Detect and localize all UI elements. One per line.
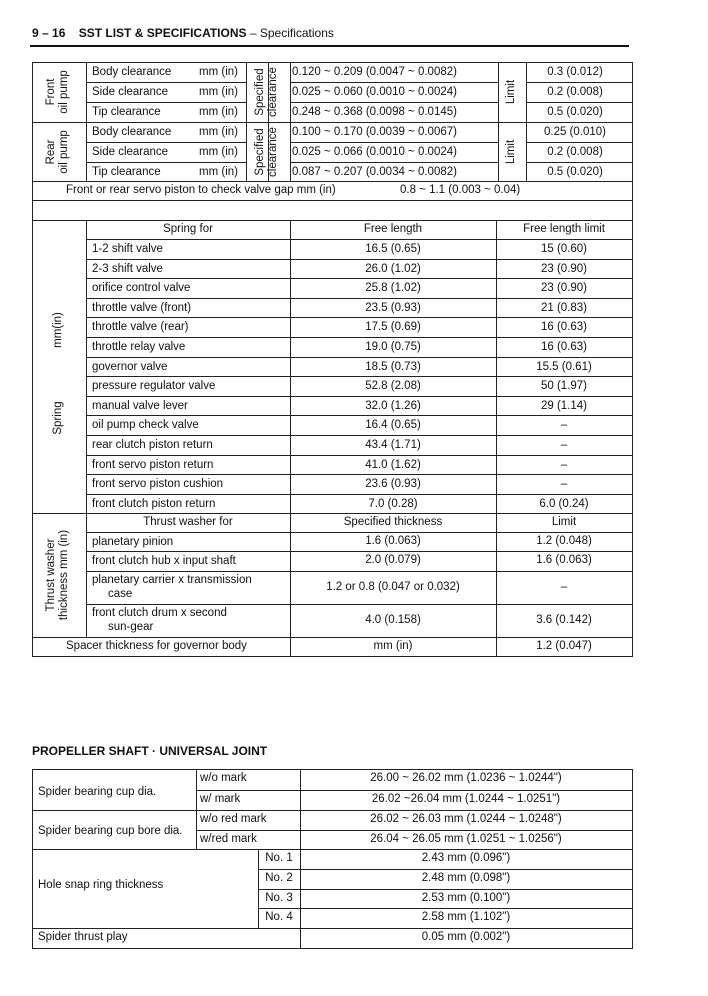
thrust-row-name-cont: sun-gear [108, 621, 154, 633]
spring-row-name: front servo piston return [92, 458, 214, 471]
pump-vline [86, 62, 87, 181]
header-rule [30, 45, 629, 47]
spring-header: Free length limit [523, 223, 605, 235]
spring-row-length: 17.5 (0.69) [365, 321, 421, 334]
spring-row-name: oil pump check valve [92, 419, 199, 432]
pump-unit: mm (in) [199, 66, 238, 78]
prop-thrust-play-label: Spider thrust play [38, 931, 128, 943]
prop-border-top [32, 769, 632, 770]
spring-row-limit: 50 (1.97) [540, 380, 588, 393]
spacer-label: Spacer thickness for governor body [66, 640, 247, 652]
pump-vline [290, 62, 291, 181]
pump-row-line [290, 142, 498, 143]
prop-sub-label: w/ mark [200, 793, 241, 805]
spring-row-length: 18.5 (0.73) [365, 360, 421, 373]
pump-spec: 0.087 ~ 0.207 (0.0034 ~ 0.0082) [292, 166, 457, 178]
spring-row-length: 25.8 (1.02) [365, 282, 421, 295]
thrust-row-line [86, 551, 632, 552]
thrust-row-thickness: 1.2 or 0.8 (0.047 or 0.032) [326, 580, 460, 593]
spring-row-line [86, 259, 632, 260]
spring-side-label: Spring [52, 401, 64, 435]
spring-row-line [86, 415, 632, 416]
prop-value: 2.48 mm (0.098") [421, 872, 511, 884]
thrust-row-name-cont: case [108, 588, 133, 600]
pump-row-line [86, 82, 246, 83]
rear-oil-pump-label: Rear oil pump [45, 130, 71, 174]
pump-vline [498, 62, 499, 181]
pump-limit: 0.2 (0.008) [547, 86, 603, 98]
pump-spec: 0.025 ~ 0.066 (0.0010 ~ 0.0024) [292, 146, 457, 158]
prop-vline [196, 769, 197, 849]
pump-row-line [526, 142, 632, 143]
pump-unit: mm (in) [199, 126, 238, 138]
table-border-right [632, 62, 633, 657]
spring-row-limit: 6.0 (0.24) [539, 497, 589, 510]
pump-row-line [526, 102, 632, 103]
prop-border-right [632, 769, 633, 948]
pump-row-line [86, 102, 246, 103]
pump-item: Side clearance [92, 86, 169, 98]
prop-line [32, 810, 632, 811]
spring-row-length: 43.4 (1.71) [365, 439, 421, 451]
prop-vline [300, 769, 301, 948]
page-header [32, 26, 334, 40]
spring-row-length: 41.0 (1.62) [365, 458, 421, 471]
thrust-row-line [86, 604, 632, 605]
prop-cup-bore-label: Spider bearing cup bore dia. [38, 825, 183, 837]
section-title: SST LIST & SPECIFICATIONS [78, 26, 247, 40]
spring-row-line [86, 435, 632, 436]
servo-row-value: 0.8 ~ 1.1 (0.003 ~ 0.04) [400, 184, 521, 196]
limit-label: Limit [505, 139, 517, 165]
spring-row-name: front clutch piston return [92, 497, 216, 510]
pump-unit: mm (in) [199, 86, 238, 98]
prop-snap-ring-no: No. 4 [265, 911, 293, 923]
spring-row-limit: 15.5 (0.61) [536, 360, 592, 373]
thrust-vline [86, 513, 87, 637]
spring-row-line [86, 474, 632, 475]
prop-line [196, 830, 632, 831]
pump-spec: 0.120 ~ 0.209 (0.0047 ~ 0.0082) [292, 66, 457, 78]
gap-line [32, 220, 632, 221]
spring-header: Free length [363, 223, 423, 235]
page-number: 9 – 16 [32, 26, 66, 40]
propeller-section-title: PROPELLER SHAFT · UNIVERSAL JOINT [32, 744, 268, 758]
thrust-side-label: Thrust washer thickness mm (in) [45, 529, 71, 621]
pump-row-line [290, 102, 498, 103]
prop-line [196, 790, 632, 791]
prop-sub-label: w/o red mark [200, 813, 267, 825]
table-border-bottom [32, 656, 633, 657]
prop-line [258, 908, 632, 909]
spring-header: Spring for [163, 223, 213, 235]
pump-item: Body clearance [92, 126, 172, 138]
table-border-left [32, 62, 33, 657]
spring-row-limit: 16 (0.63) [540, 341, 588, 353]
thrust-row-name: planetary pinion [92, 536, 174, 548]
thrust-header: Limit [551, 516, 577, 528]
spring-row-limit: 29 (1.14) [540, 399, 588, 412]
thrust-row-line [86, 571, 632, 572]
spring-bottom-line [32, 513, 632, 514]
pump-spec: 0.100 ~ 0.170 (0.0039 ~ 0.0067) [292, 126, 457, 138]
spring-row-name: governor valve [92, 360, 168, 373]
spring-row-limit: – [560, 439, 568, 451]
spacer-value: 1.2 (0.047) [536, 640, 592, 652]
thrust-row-line [32, 637, 632, 638]
pump-row-line [86, 162, 246, 163]
prop-value: 2.53 mm (0.100") [421, 892, 511, 904]
thrust-row-name: planetary carrier x transmission [92, 574, 252, 586]
spring-row-name: orifice control valve [92, 282, 191, 295]
spring-row-length: 16.4 (0.65) [365, 419, 421, 432]
spring-row-line [86, 455, 632, 456]
thrust-vline [496, 513, 497, 656]
thrust-row-limit: 3.6 (0.142) [536, 613, 592, 626]
prop-vline [258, 849, 259, 928]
spring-row-line [86, 396, 632, 397]
spring-vline [86, 220, 87, 513]
prop-border-left [32, 769, 33, 948]
spring-vline [496, 220, 497, 513]
spring-row-length: 32.0 (1.26) [365, 399, 421, 412]
prop-snap-ring-no: No. 2 [265, 872, 293, 884]
pump-limit: 0.5 (0.020) [547, 106, 603, 118]
prop-value: 26.02 ~26.04 mm (1.0244 ~ 1.0251") [371, 793, 561, 805]
thrust-header-line [86, 532, 632, 533]
spring-row-name: 2-3 shift valve [92, 262, 163, 275]
pump-unit: mm (in) [199, 166, 238, 178]
prop-line [32, 849, 632, 850]
spring-row-length: 19.0 (0.75) [365, 341, 421, 353]
thrust-row-limit: 1.6 (0.063) [536, 554, 592, 566]
thrust-header: Specified thickness [343, 516, 443, 528]
pump-limit: 0.25 (0.010) [543, 126, 606, 138]
spring-row-length: 26.0 (1.02) [365, 262, 421, 275]
pump-item: Tip clearance [92, 106, 161, 118]
spring-row-limit: 15 (0.60) [540, 243, 588, 255]
pump-unit: mm (in) [199, 106, 238, 118]
pump-row-line [526, 162, 632, 163]
pump-item: Tip clearance [92, 166, 161, 178]
prop-line [32, 928, 632, 929]
pump-vline [246, 62, 247, 181]
spring-row-line [86, 317, 632, 318]
prop-snap-ring-no: No. 1 [265, 852, 293, 864]
spring-row-line [86, 357, 632, 358]
prop-value: 2.43 mm (0.096") [421, 852, 511, 864]
spring-row-name: pressure regulator valve [92, 380, 216, 393]
pump-item: Side clearance [92, 146, 169, 158]
spring-row-limit: 23 (0.90) [540, 282, 588, 295]
spring-row-length: 7.0 (0.28) [368, 497, 418, 510]
prop-value: 26.00 ~ 26.02 mm (1.0236 ~ 1.0244") [370, 772, 562, 784]
spring-row-name: manual valve lever [92, 399, 188, 412]
prop-value: 26.02 ~ 26.03 mm (1.0244 ~ 1.0248") [370, 813, 562, 825]
prop-value: 2.58 mm (1.102") [421, 911, 511, 923]
specified-clearance-label: Specified clearance [254, 67, 280, 117]
spring-row-name: throttle relay valve [92, 341, 186, 353]
pump-vline [526, 62, 527, 181]
spring-row-limit: – [560, 419, 568, 432]
table-border-top [32, 62, 632, 63]
prop-sub-label: w/o mark [200, 772, 247, 784]
thrust-row-thickness: 2.0 (0.079) [365, 554, 421, 566]
pump-row-line [290, 82, 498, 83]
spring-row-limit: 16 (0.63) [540, 321, 588, 334]
pump-spec: 0.248 ~ 0.368 (0.0098 ~ 0.0145) [292, 106, 457, 118]
spring-row-limit: – [560, 478, 568, 491]
spring-row-length: 16.5 (0.65) [365, 243, 421, 255]
thrust-vline [290, 513, 291, 656]
pump-limit: 0.2 (0.008) [547, 146, 603, 158]
pump-row-line [290, 162, 498, 163]
spring-row-line [86, 298, 632, 299]
spring-row-line [86, 278, 632, 279]
spring-row-name: rear clutch piston return [92, 439, 213, 451]
spring-header-line [86, 239, 632, 240]
pump-limit: 0.3 (0.012) [547, 66, 603, 78]
thrust-row-limit: – [560, 580, 568, 593]
spring-row-line [86, 337, 632, 338]
prop-snap-ring-label: Hole snap ring thickness [38, 879, 164, 891]
prop-cup-dia-label: Spider bearing cup dia. [38, 786, 157, 798]
spring-row-name: throttle valve (front) [92, 301, 192, 314]
spacer-unit: mm (in) [373, 640, 413, 652]
servo-row-label: Front or rear servo piston to check valve gap mm (in) [66, 184, 336, 196]
spring-row-length: 23.5 (0.93) [365, 301, 421, 314]
pump-unit: mm (in) [199, 146, 238, 158]
front-oil-pump-label: Front oil pump [45, 70, 71, 114]
pump-row-line [86, 142, 246, 143]
pump-item: Body clearance [92, 66, 172, 78]
prop-value: 0.05 mm (0.002") [421, 931, 511, 943]
spring-row-line [86, 494, 632, 495]
spring-row-name: throttle valve (rear) [92, 321, 189, 334]
spring-row-name: 1-2 shift valve [92, 243, 163, 255]
thrust-row-limit: 1.2 (0.048) [536, 534, 592, 547]
pump-spec: 0.025 ~ 0.060 (0.0010 ~ 0.0024) [292, 86, 457, 98]
thrust-row-thickness: 1.6 (0.063) [365, 534, 421, 547]
servo-bottom-line [32, 200, 632, 201]
section-subtitle: – Specifications [249, 26, 334, 40]
prop-line [258, 869, 632, 870]
thrust-row-name: front clutch drum x second [92, 607, 227, 619]
thrust-row-thickness: 4.0 (0.158) [365, 613, 421, 626]
spring-vline [290, 220, 291, 513]
spring-row-line [86, 376, 632, 377]
spring-row-length: 23.6 (0.93) [365, 478, 421, 491]
specified-clearance-label: Specified clearance [254, 127, 280, 177]
spring-row-name: front servo piston cushion [92, 478, 224, 491]
prop-line [258, 889, 632, 890]
spring-side-label-units: mm(in) [52, 312, 64, 348]
limit-label: Limit [505, 79, 517, 105]
prop-border-bottom [32, 948, 633, 949]
pump-row-line [526, 82, 632, 83]
pump-group-line [32, 122, 632, 123]
spring-row-limit: – [560, 458, 568, 471]
prop-value: 26.04 ~ 26.05 mm (1.0251 ~ 1.0256") [370, 833, 562, 845]
prop-sub-label: w/red mark [200, 833, 257, 845]
thrust-header: Thrust washer for [143, 516, 233, 528]
thrust-row-name: front clutch hub x input shaft [92, 555, 236, 567]
spring-row-limit: 23 (0.90) [540, 262, 588, 275]
prop-snap-ring-no: No. 3 [265, 892, 293, 904]
spring-row-length: 52.8 (2.08) [365, 380, 421, 393]
spring-row-limit: 21 (0.83) [540, 301, 588, 314]
pump-limit: 0.5 (0.020) [547, 166, 603, 178]
pump-bottom-line [32, 181, 632, 182]
